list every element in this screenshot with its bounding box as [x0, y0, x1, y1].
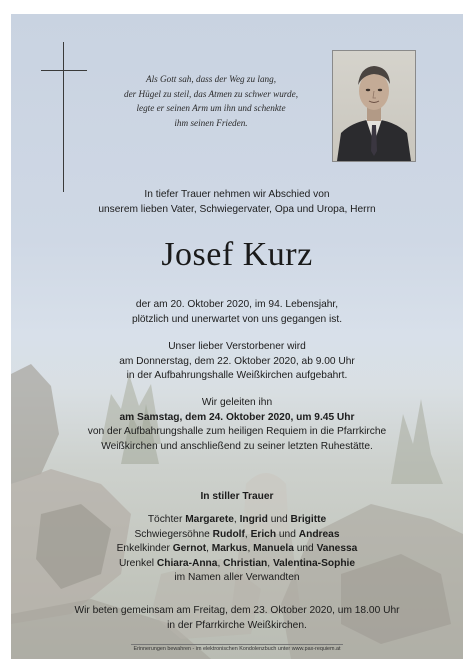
mourner-row — [11, 513, 463, 528]
mourner-row — [11, 557, 463, 572]
separator: , — [217, 557, 224, 569]
mourner-name: Vanessa — [316, 543, 358, 554]
separator: , — [247, 543, 254, 554]
separator: , — [267, 557, 273, 569]
mourners-list — [11, 513, 463, 571]
mourner-relation: Schwiegersöhne — [134, 528, 213, 540]
closing-block — [11, 571, 463, 586]
separator: , — [206, 543, 212, 554]
mourner-relation: Töchter — [147, 514, 186, 525]
poem-line: ihm seinen Frieden. — [174, 117, 248, 128]
funeral-date: am Samstag, dem 24. Oktober 2020, um 9.45 Uhr — [119, 411, 355, 423]
viewing-line: am Donnerstag, dem 22. Oktober 2020, ab 9.00 Uhr — [119, 355, 355, 367]
mourner-name: Margarete — [185, 514, 234, 525]
intro-line: In tiefer Trauer nehmen wir Abschied von — [144, 189, 330, 200]
poem-line: Als Gott sah, dass der Weg zu lang, — [145, 74, 277, 84]
portrait-photo — [333, 51, 415, 161]
mourner-name: Brigitte — [290, 514, 327, 525]
obituary-card — [11, 14, 463, 659]
separator: , — [233, 514, 240, 525]
prayer-line: Wir beten gemeinsam am Freitag, dem 23. Oktober 2020, um 18.00 Uhr — [74, 605, 400, 616]
viewing-line: Unser lieber Verstorbener wird — [168, 341, 306, 352]
death-info-line: plötzlich und unerwartet von uns gegangen ist. — [131, 313, 343, 325]
mourner-name: Erich — [250, 528, 277, 540]
mourner-name: Manuela — [253, 543, 294, 554]
funeral-line: Weißkirchen und anschließend zu seiner letzten Ruhestätte. — [101, 440, 373, 452]
funeral-line: Wir geleiten ihn — [201, 397, 273, 408]
mourner-relation: Enkelkinder — [116, 543, 173, 554]
prayer-info — [11, 604, 463, 633]
mourner-row — [11, 542, 463, 557]
mourner-name: Christian — [223, 557, 268, 569]
intro-line: unserem lieben Vater, Schwiegervater, Opa und Uropa, Herrn — [98, 203, 376, 215]
footer-divider — [131, 644, 343, 645]
mourner-name: Rudolf — [212, 528, 245, 540]
mourner-name: Gernot — [172, 543, 207, 554]
mourners-heading: In stiller Trauer — [200, 491, 274, 502]
prayer-line: in der Pfarrkirche Weißkirchen. — [167, 619, 307, 631]
separator: , — [244, 528, 251, 540]
separator: und — [293, 543, 317, 554]
death-info — [11, 298, 463, 327]
funeral-info — [11, 396, 463, 454]
poem-line: der Hügel zu steil, das Atmen zu schwer wurde, — [123, 88, 299, 99]
mourner-name: Andreas — [298, 528, 340, 540]
mourner-name: Ingrid — [239, 514, 268, 525]
portrait-image — [333, 51, 415, 161]
separator: und — [267, 514, 291, 525]
viewing-line: in der Aufbahrungshalle Weißkirchen aufgebahrt. — [126, 370, 348, 381]
deceased-name: Josef Kurz — [161, 236, 313, 273]
mourner-relation: Urenkel — [118, 557, 157, 569]
viewing-info — [11, 340, 463, 384]
mourner-name: Chiara-Anna — [156, 557, 218, 569]
mourner-name: Valentina-Sophie — [272, 557, 356, 569]
poem — [111, 72, 311, 130]
cross-icon — [41, 42, 87, 192]
mourner-name: Markus — [211, 543, 248, 554]
intro-text — [11, 188, 463, 217]
mourners-closing: im Namen aller Verwandten — [174, 572, 300, 583]
funeral-line: von der Aufbahrungshalle zum heiligen Requiem in die Pfarrkirche — [87, 426, 387, 437]
mourner-row — [11, 528, 463, 543]
mourners-heading-block — [11, 490, 463, 505]
poem-line: legte er seinen Arm um ihn und schenkte — [136, 103, 286, 114]
death-info-line: der am 20. Oktober 2020, im 94. Lebensjahr, — [135, 299, 339, 310]
separator: und — [276, 528, 299, 540]
footer-text: Erinnerungen bewahren - im elektronischen Kondolenzbuch unter www.pax-requiem.at — [133, 646, 341, 652]
